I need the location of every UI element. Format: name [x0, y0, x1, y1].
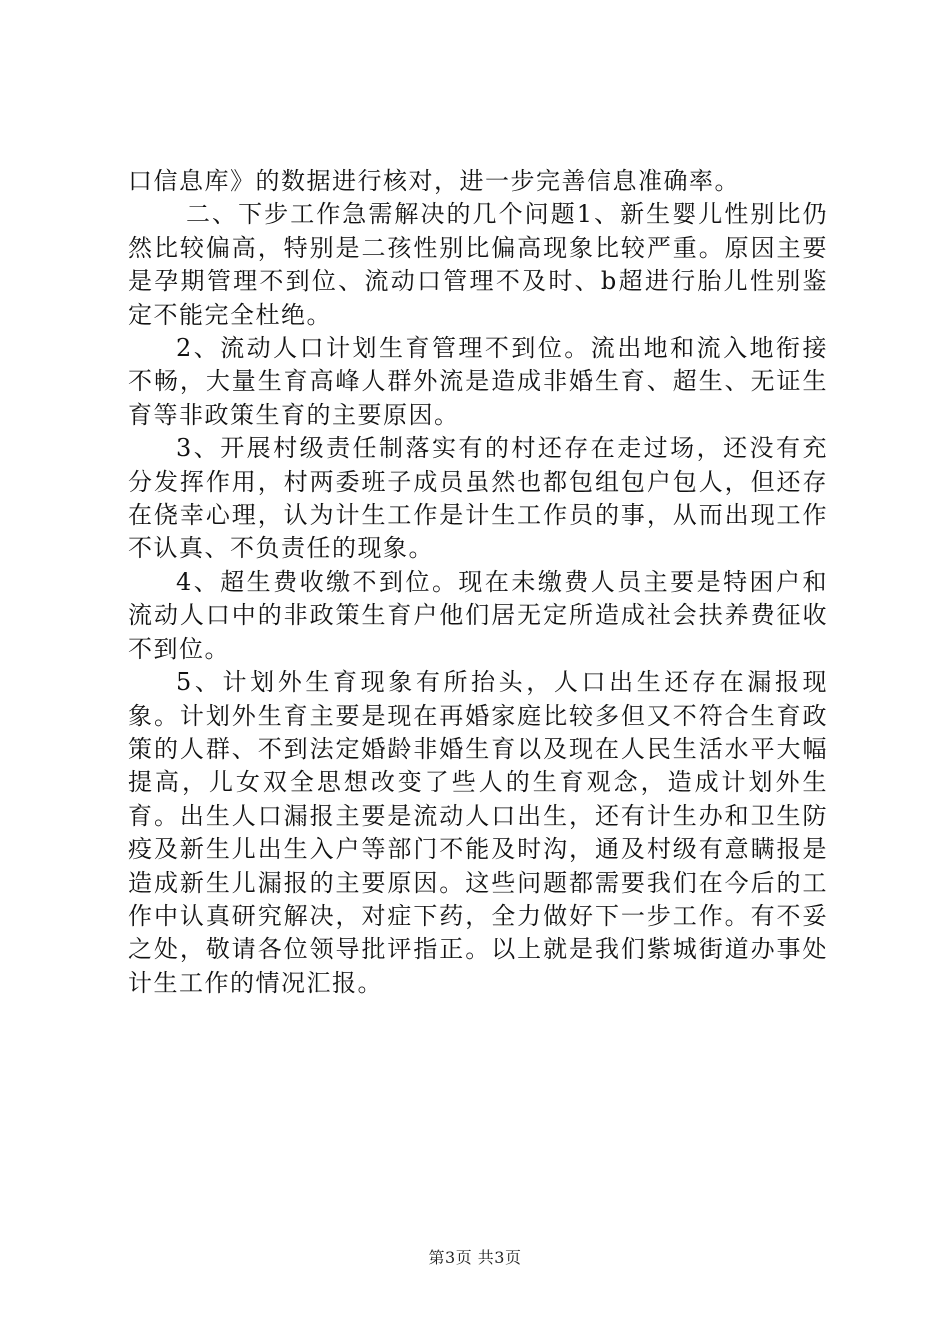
page-number-footer: 第3页 共3页 — [428, 1248, 522, 1267]
paragraph-item-5: 5、计划外生育现象有所抬头，人口出生还存在漏报现象。计划外生育主要是现在再婚家庭比较多但又不符合生育政策的人群、不到法定婚龄非婚生育以及现在人民生活水平大幅提高，儿女双全思想改变了些人的生育观念，造成计划外生育。出生人口漏报主要是流动人口出生，还有计生办和卫生防疫及新生儿出生入户等部门不能及时沟，通及村级有意瞒报是造成新生儿漏报的主要原因。这些问题都需要我们在今后的工作中认真研究解决，对症下药，全力做好下一步工作。有不妥之处，敬请各位领导批评指正。以上就是我们紫城街道办事处计生工作的情况汇报。 — [128, 668, 828, 997]
document-body — [128, 165, 828, 1000]
paragraph-item-3: 3、开展村级责任制落实有的村还存在走过场，还没有充分发挥作用，村两委班子成员虽然也都包组包户包人，但还存在侥幸心理，认为计生工作是计生工作员的事，从而出现工作不认真、不负责任的现象。 — [128, 434, 828, 563]
paragraph-item-4: 4、超生费收缴不到位。现在未缴费人员主要是特困户和流动人口中的非政策生育户他们居无定所造成社会扶养费征收不到位。 — [128, 567, 828, 663]
paragraph-item-2: 2、流动人口计划生育管理不到位。流出地和流入地衔接不畅，大量生育高峰人群外流是造成非婚生育、超生、无证生育等非政策生育的主要原因。 — [128, 334, 828, 429]
paragraph-section-two: 二、下步工作急需解决的几个问题1、新生婴儿性别比仍然比较偏高，特别是二孩性别比偏高现象比较严重。原因主要是孕期管理不到位、流动口管理不及时、b超进行胎儿性别鉴定不能完全杜绝。 — [128, 200, 828, 329]
paragraph-continuation: 口信息库》的数据进行核对，进一步完善信息准确率。 — [128, 167, 740, 195]
